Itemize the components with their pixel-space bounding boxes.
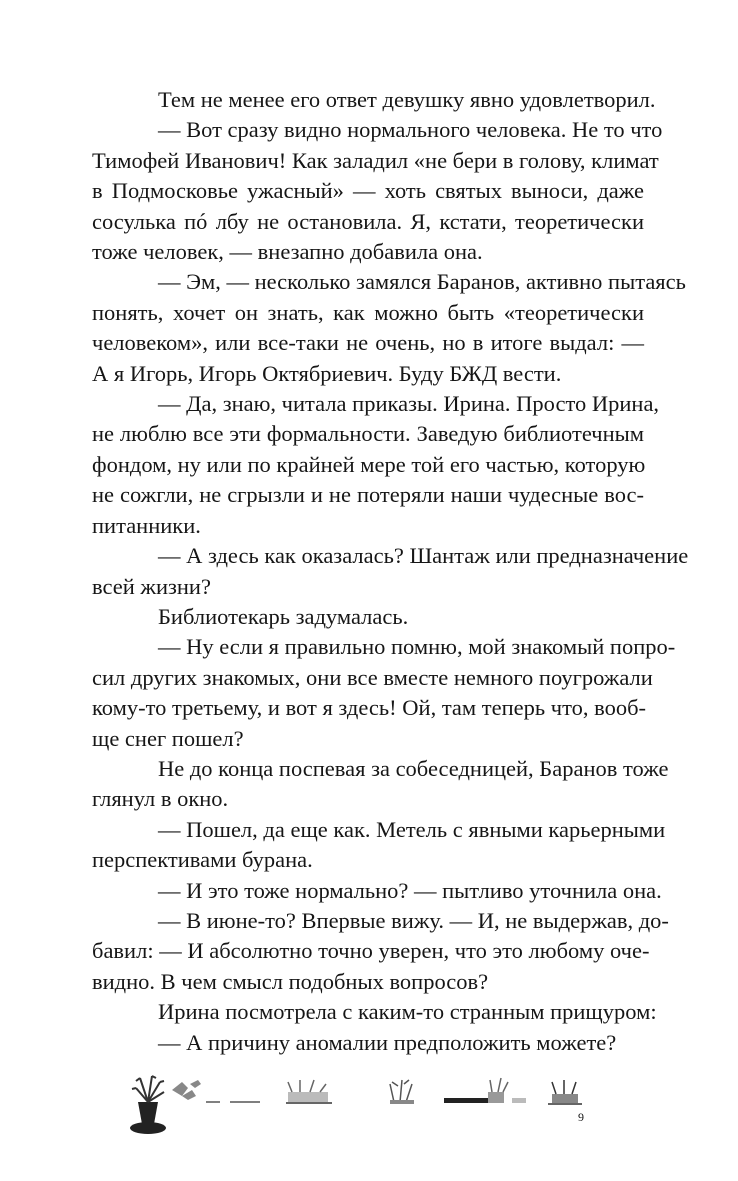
bare-shrub-icon bbox=[390, 1080, 414, 1104]
text-line: Тем не менее его ответ девушку явно удовлетворил. bbox=[158, 87, 656, 112]
paragraph bbox=[92, 997, 657, 1027]
paragraph bbox=[92, 541, 689, 602]
text-line: Библиотекарь задумалась. bbox=[158, 603, 409, 629]
text-line: фондом, ну или по крайней мере той его частью, которую bbox=[92, 451, 646, 477]
leaf-sprig-icon bbox=[172, 1080, 201, 1100]
text-line: — А причину аномалии предположить можете? bbox=[158, 1029, 617, 1055]
text-line: — Эм, — несколько замялся Баранов, активно пытаясь bbox=[158, 269, 686, 295]
text-line: — Вот сразу видно нормального человека. Не то что bbox=[158, 117, 663, 143]
text-line: понять, хочет он знать, как можно быть «теоретически bbox=[92, 299, 644, 325]
paragraph bbox=[92, 602, 644, 632]
paragraph bbox=[92, 389, 660, 541]
text-line: сил других знакомых, они все вместе немного поугрожали bbox=[92, 664, 653, 690]
planter-box-icon bbox=[286, 1080, 332, 1103]
paragraph bbox=[92, 632, 676, 754]
small-pot-icon bbox=[548, 1080, 582, 1104]
text-line: — А здесь как оказалась? Шантаж или предназначение bbox=[158, 543, 689, 569]
paragraph bbox=[92, 1028, 644, 1058]
text-line: перспективами бурана. bbox=[92, 847, 313, 873]
text-line: кому-то третьему, и вот я здесь! Ой, там теперь что, вооб- bbox=[92, 695, 647, 721]
paragraph bbox=[92, 85, 656, 115]
text-line: всей жизни? bbox=[92, 573, 211, 599]
text-line: бавил: — И абсолютно точно уверен, что это любому оче- bbox=[92, 938, 650, 964]
paragraph bbox=[92, 267, 686, 389]
page-number: 9 bbox=[578, 1110, 584, 1124]
text-line: тоже человек, — внезапно добавила она. bbox=[92, 239, 483, 265]
text-line: Не до конца поспевая за собеседницей, Баранов тоже bbox=[158, 755, 669, 781]
page-body bbox=[92, 85, 689, 1058]
plants-ornament bbox=[120, 1072, 600, 1142]
text-line: видно. В чем смысл подобных вопросов? bbox=[92, 968, 489, 994]
text-line: — В июне-то? Впервые вижу. — И, не выдержав, до- bbox=[158, 907, 669, 933]
paragraph bbox=[92, 815, 666, 876]
text-line: глянул в окно. bbox=[92, 786, 229, 812]
text-line: А я Игорь, Игорь Октябриевич. Буду БЖД вести. bbox=[92, 360, 562, 386]
potted-plant-icon bbox=[130, 1076, 166, 1134]
text-line: Ирина посмотрела с каким-то странным прищуром: bbox=[158, 999, 657, 1025]
text-line: — Пошел, да еще как. Метель с явными карьерными bbox=[158, 816, 666, 842]
text-line: питанники. bbox=[92, 512, 201, 538]
text-line: сосулька пó лбу не остановила. Я, кстати, теоретически bbox=[92, 208, 644, 234]
text-line: — И это тоже нормально? — пытливо уточнила она. bbox=[158, 877, 662, 903]
paragraph bbox=[92, 906, 669, 997]
paragraph bbox=[92, 876, 662, 906]
text-line: не люблю все эти формальности. Заведую библиотечным bbox=[92, 421, 644, 447]
paragraph bbox=[92, 115, 663, 267]
text-line: не сожгли, не сгрызли и не потеряли наши чудесные вос- bbox=[92, 482, 644, 508]
shelf-plant-icon bbox=[444, 1078, 526, 1103]
text-line: в Подмосковье ужасный» — хоть святых выноси, даже bbox=[92, 178, 644, 204]
paragraph bbox=[92, 754, 669, 815]
text-line: — Ну если я правильно помню, мой знакомый попро- bbox=[158, 634, 676, 660]
text-line: — Да, знаю, читала приказы. Ирина. Просто Ирина, bbox=[158, 391, 660, 417]
text-line: ще снег пошел? bbox=[92, 725, 244, 751]
text-line: человеком», или все-таки не очень, но в итоге выдал: — bbox=[92, 330, 644, 356]
text-line: Тимофей Иванович! Как заладил «не бери в голову, климат bbox=[92, 147, 659, 173]
